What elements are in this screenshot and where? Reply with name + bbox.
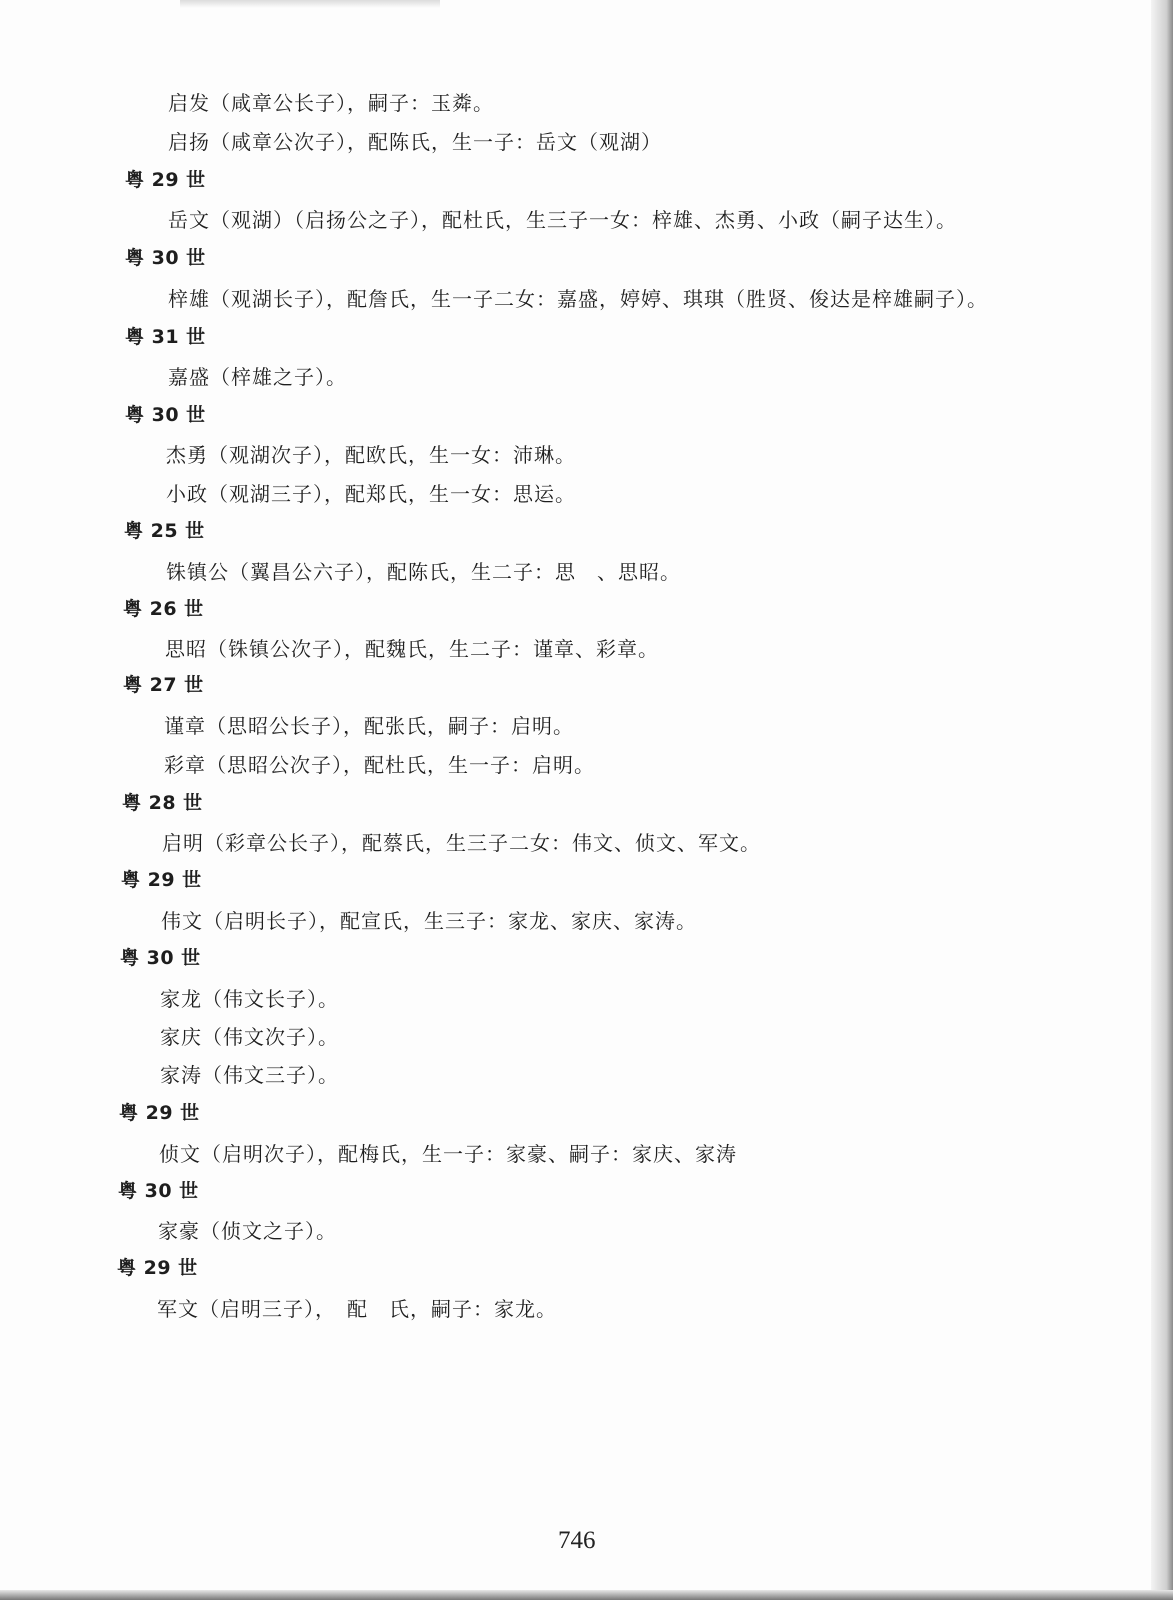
generation-heading: 粤 26 世: [123, 598, 204, 620]
scan-edge-bottom: [0, 1590, 1173, 1600]
entry-line: 启扬（咸章公次子），配陈氏，生一子：岳文（观湖）: [168, 130, 662, 154]
scan-edge-right: [1151, 0, 1173, 1600]
entry-line: 杰勇（观湖次子），配欧氏，生一女：沛琳。: [166, 443, 576, 467]
entry-line: 启明（彩章公长子），配蔡氏，生三子二女：伟文、侦文、军文。: [162, 831, 761, 855]
entry-line: 嘉盛（梓雄之子）。: [168, 365, 347, 389]
entry-line: 家龙（伟文长子）。: [160, 987, 339, 1011]
entry-line: 彩章（思昭公次子），配杜氏，生一子：启明。: [164, 753, 595, 777]
entry-line: 小政（观湖三子），配郑氏，生一女：思运。: [166, 482, 576, 506]
entry-line: 启发（咸章公长子），嗣子：玉粦。: [168, 91, 494, 115]
entry-line: 岳文（观湖）（启扬公之子），配杜氏，生三子一女：梓雄、杰勇、小政（嗣子达生）。: [168, 208, 957, 232]
generation-heading: 粤 30 世: [118, 1180, 199, 1202]
entry-line: 军文（启明三子）， 配 氏，嗣子：家龙。: [157, 1297, 557, 1321]
generation-heading: 粤 30 世: [120, 947, 201, 969]
entry-line: 谨章（思昭公长子），配张氏，嗣子：启明。: [164, 714, 574, 738]
generation-heading: 粤 29 世: [125, 169, 206, 191]
entry-line: 铢镇公（翼昌公六子），配陈氏，生二子：思 、思昭。: [166, 560, 681, 584]
entry-line: 家涛（伟文三子）。: [160, 1063, 339, 1087]
generation-heading: 粤 30 世: [125, 404, 206, 426]
generation-heading: 粤 29 世: [121, 869, 202, 891]
generation-heading: 粤 25 世: [124, 520, 205, 542]
entry-line: 家庆（伟文次子）。: [160, 1025, 339, 1049]
entry-line: 侦文（启明次子），配梅氏，生一子：家豪、嗣子：家庆、家涛: [159, 1142, 737, 1166]
generation-heading: 粤 28 世: [122, 792, 203, 814]
generation-heading: 粤 29 世: [117, 1257, 198, 1279]
generation-heading: 粤 31 世: [125, 326, 206, 348]
entry-line: 思昭（铢镇公次子），配魏氏，生二子：谨章、彩章。: [165, 637, 659, 661]
generation-heading: 粤 30 世: [125, 247, 206, 269]
entry-line: 梓雄（观湖长子），配詹氏，生一子二女：嘉盛，婷婷、琪琪（胜贤、俊达是梓雄嗣子）。: [168, 287, 988, 311]
generation-heading: 粤 29 世: [119, 1102, 200, 1124]
entry-line: 家豪（侦文之子）。: [158, 1219, 337, 1243]
entry-line: 伟文（启明长子），配宣氏，生三子：家龙、家庆、家涛。: [161, 909, 697, 933]
scan-smudge: [180, 0, 440, 8]
page-number: 746: [558, 1527, 596, 1554]
generation-heading: 粤 27 世: [123, 674, 204, 696]
